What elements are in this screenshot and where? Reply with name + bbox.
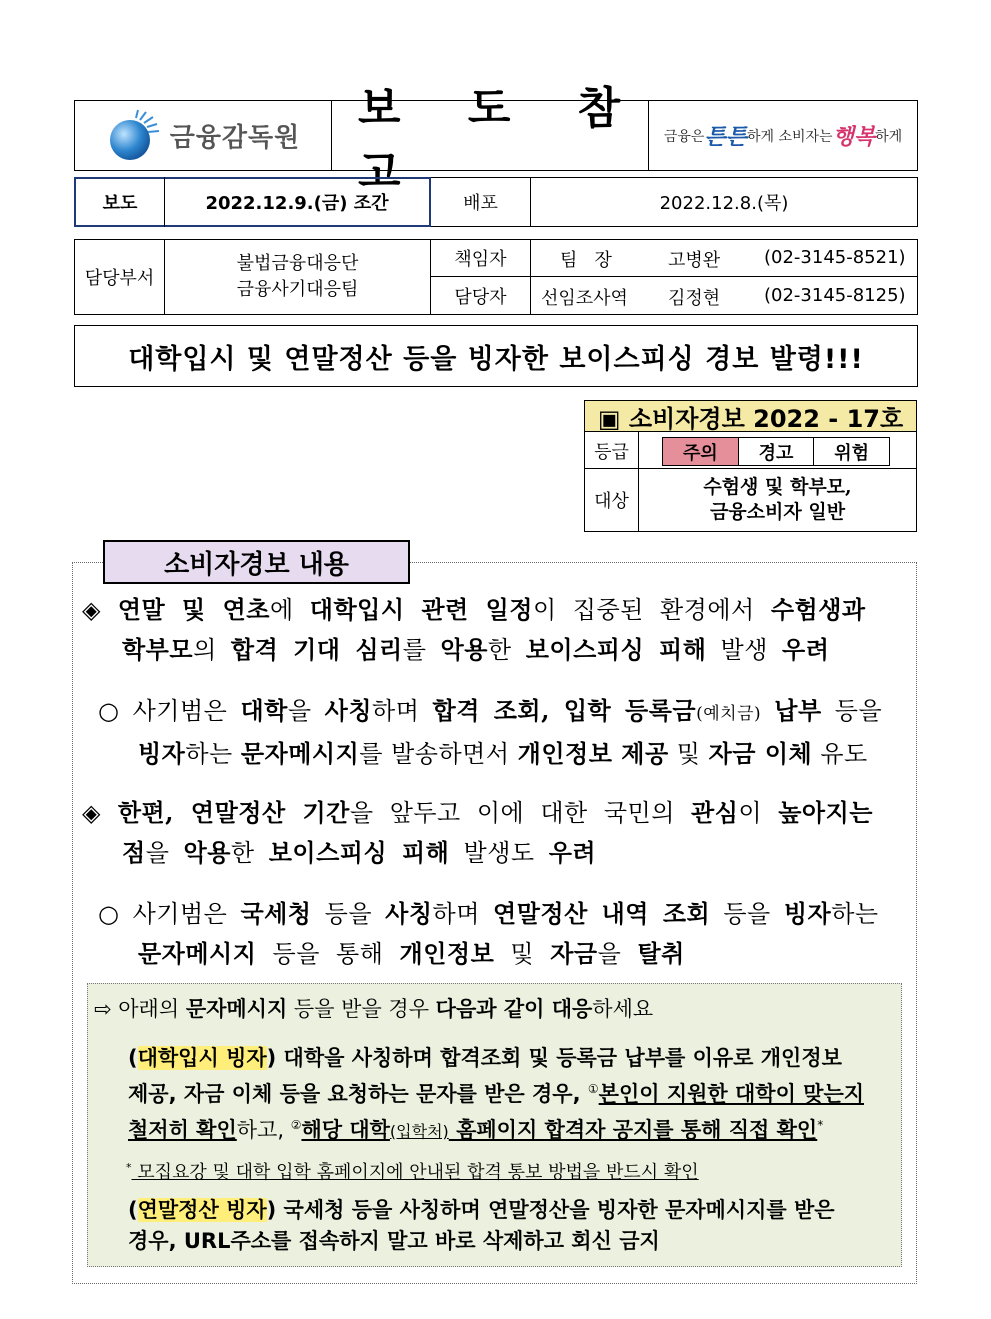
case-university: (대학입시 빙자) 대학을 사칭하며 합격조회 및 등록금 납부를 이유로 개인정보 제공, 자금 이체 등을 요청하는 문자를 받은 경우, ①본인이 지원한 대학이 맞는지 철저히 확인하고, ②해당 대학(입학처) 홈페이지 합격자 공지를 통해 직접 확인* [128,1046,865,1142]
slogan: 금융은 튼튼 하게 소비자는 행복 하게 [649,101,917,170]
diamond-icon: ◈ [82,595,118,624]
circle-bullet-icon: ○ 사기범은 [98,900,241,928]
level-caution: 주의 [663,438,739,465]
grade-levels [662,437,890,466]
bullet-2: ○ 사기범은 대학을 사칭하며 합격 조회, 입학 등록금(예치금) 납부 등을 빙자하는 문자메시지를 발송하면서 개인정보 제공 및 자금 이체 유도 [98,696,883,768]
circle-bullet-icon: ○ 사기범은 [98,697,241,725]
distribute-label: 배포 [463,193,498,214]
content-section-label: 소비자경보 내용 [103,540,410,584]
contact-role: 책임자 [454,249,507,270]
agency-logo [75,101,331,170]
distribute-date: 2022.12.8.(목) [659,193,789,214]
agency-name: 금융감독원 [169,123,301,153]
grade-label: 등급 [594,441,629,463]
contact-name: 김정현 [668,288,721,309]
contact-title: 선임조사역 [541,288,628,309]
target-value: 수험생 및 학부모, 금융소비자 일반 [703,476,852,523]
case-tag: 대학입시 빙자 [137,1046,267,1070]
fss-emblem-icon [106,108,162,164]
contact-role: 담당자 [454,286,507,308]
report-label: 보도 [102,193,138,214]
contact-phone: (02-3145-8125) [764,285,906,306]
alert-heading: ▣ 소비자경보 2022 - 17호 [585,401,916,432]
case-tag: 연말정산 빙자 [137,1198,267,1222]
footnote: * 모집요강 및 대학 입학 홈페이지에 안내된 합격 통보 방법을 반드시 확인 [126,1161,699,1183]
response-intro: ⇨ 아래의 문자메시지 등을 받을 경우 다음과 같이 대응하세요 [94,997,654,1021]
main-title: 대학입시 및 연말정산 등을 빙자한 보이스피싱 경보 발령!!! [74,325,918,387]
contact-phone: (02-3145-8521) [764,247,906,268]
slogan-word-strong: 튼튼 [704,125,747,150]
bullet-1: ◈ 연말 및 연초에 대학입시 관련 일정이 집중된 환경에서 수험생과 학부모의 합격 기대 심리를 악용한 보이스피싱 피해 발생 우려 [82,595,866,664]
level-danger: 위험 [834,442,870,464]
diamond-icon: ◈ [82,798,118,827]
dept-label: 담당부서 [84,268,155,289]
target-label: 대상 [594,491,629,512]
slogan-word-happy: 행복 [832,125,876,150]
dept-name: 불법금융대응단 금융사기대응팀 [236,253,359,300]
report-date: 2022.12.9.(금) 조간 [205,193,389,214]
contact-name: 고병완 [668,250,721,271]
document-type-title: 보 도 참 고 [358,82,647,198]
bullet-3: ◈ 한편, 연말정산 기간을 앞두고 이에 대한 국민의 관심이 높아지는 점을 악용한 보이스피싱 피해 발생도 우려 [82,798,873,867]
contact-title: 팀 장 [560,250,612,271]
level-warning: 경고 [739,438,815,465]
bullet-4: ○ 사기범은 국세청 등을 사칭하며 연말정산 내역 조회 등을 빙자하는 문자메시지 등을 통해 개인정보 및 자금을 탈취 [98,899,879,968]
arrow-right-icon: ⇨ 아래의 [94,997,186,1021]
case-tax: (연말정산 빙자) 국세청 등을 사칭하며 연말정산을 빙자한 문자메시지를 받은 경우, URL주소를 접속하지 말고 바로 삭제하고 회신 금지 [128,1198,835,1253]
